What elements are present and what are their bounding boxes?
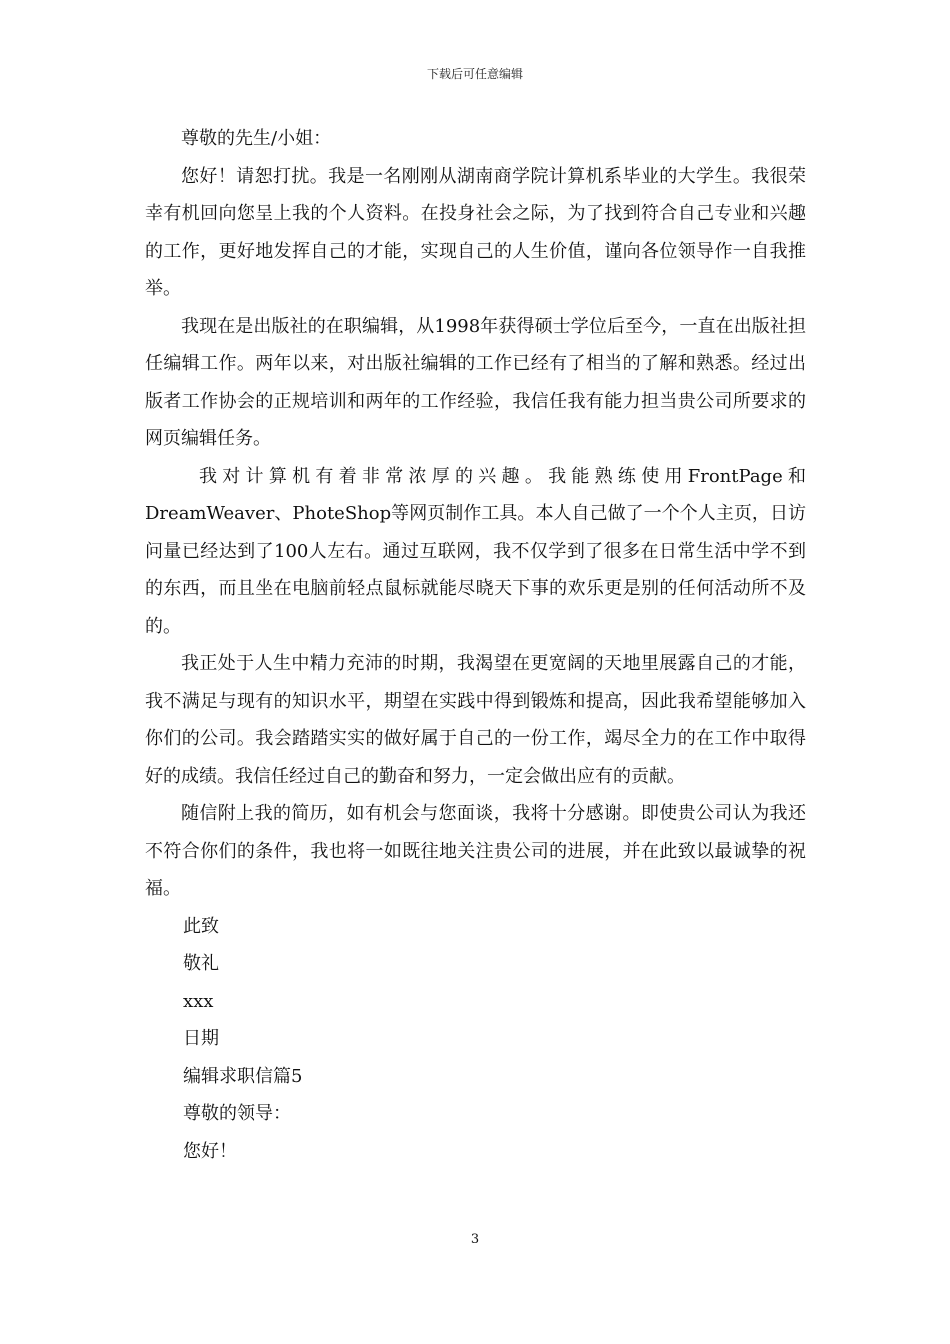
letter-signature: xxx — [183, 990, 214, 1012]
paragraph-experience: 我现在是出版社的在职编辑，从1998年获得硕士学位后至今，一直在出版社担任编辑工作。两年以来，对出版社编辑的工作已经有了相当的了解和熟悉。经过出版者工作协会的正规培训和两年的工作经验，我信任我有能力担当贵公司所要求的网页编辑任务。 — [145, 315, 806, 449]
paragraph-aspiration: 我正处于人生中精力充沛的时期，我渴望在更宽阔的天地里展露自己的才能，我不满足与现有的知识水平，期望在实践中得到锻炼和提高，因此我希望能够加入你们的公司。我会踏踏实实的做好属于自己的一份工作，竭尽全力的在工作中取得好的成绩。我信任经过自己的勤奋和努力，一定会做出应有的贡献。 — [145, 653, 806, 787]
paragraph-skills: 我对计算机有着非常浓厚的兴趣。我能熟练使用FrontPage和DreamWeaver、PhoteShop等网页制作工具。本人自己做了一个个人主页，日访问量已经达到了100人左右。通过互联网，我不仅学到了很多在日常生活中学不到的东西，而且坐在电脑前轻点鼠标就能尽晓天下事的欢乐更是别的任何活动所不及的。 — [145, 465, 806, 637]
letter-salutation: 尊敬的先生/小姐： — [181, 128, 332, 149]
letter-date: 日期 — [183, 1028, 219, 1049]
letter-regards: 敬礼 — [183, 953, 219, 974]
next-letter-greeting: 您好！ — [183, 1140, 237, 1162]
page-number: 3 — [470, 1232, 480, 1247]
document-body — [145, 120, 806, 1170]
letter-closing: 此致 — [183, 915, 219, 937]
page-header: 下载后可任意编辑 — [426, 67, 523, 81]
paragraph-intro: 您好！请恕打扰。我是一名刚刚从湖南商学院计算机系毕业的大学生。我很荣幸有机回向您呈上我的个人资料。在投身社会之际，为了找到符合自己专业和兴趣的工作，更好地发挥自己的才能，实现自己的人生价值，谨向各位领导作一自我推举。 — [145, 165, 806, 299]
next-letter-salutation: 尊敬的领导： — [183, 1103, 291, 1124]
paragraph-closing: 随信附上我的简历，如有机会与您面谈，我将十分感谢。即使贵公司认为我还不符合你们的条件，我也将一如既往地关注贵公司的进展，并在此致以最诚挚的祝福。 — [145, 803, 806, 899]
section-title: 编辑求职信篇5 — [183, 1065, 303, 1087]
